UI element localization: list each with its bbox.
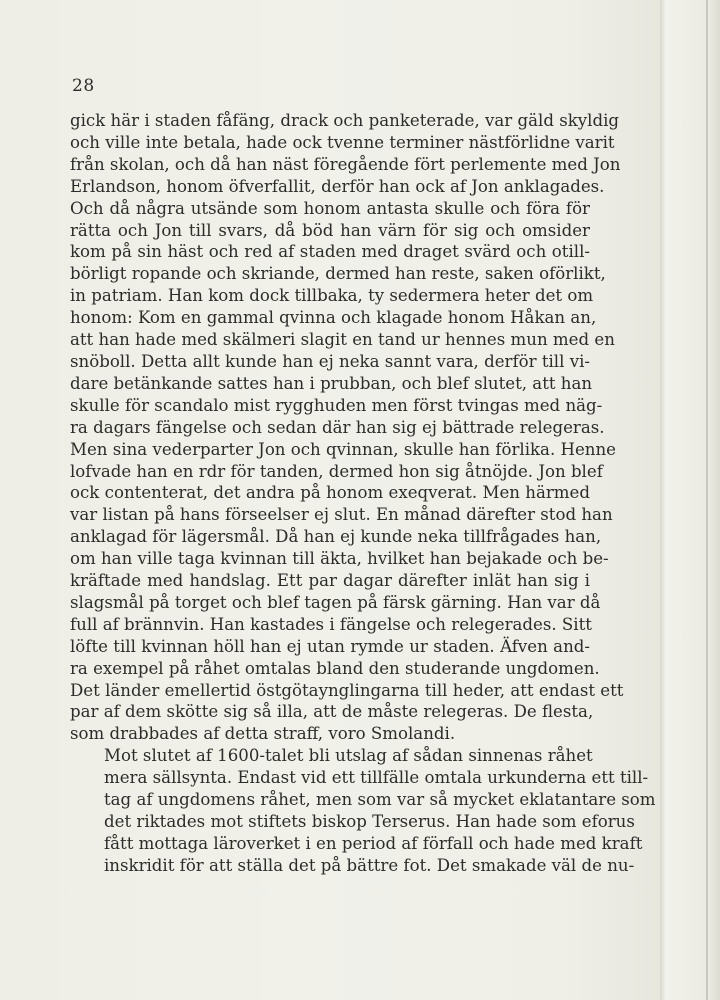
text-line: det riktades mot stiftets biskop Terserus. Han hade som eforus [104, 812, 635, 831]
text-line: som drabbades af detta straff, voro Smolandi. [70, 724, 456, 744]
text-line: löfte till kvinnan höll han ej utan rymde ur staden. Äfven and- [70, 636, 590, 656]
text-line: och ville inte betala, hade ock tvenne terminer nästförlidne varit [70, 132, 615, 152]
text-line: från skolan, och då han näst föregående fört perlemente med Jon [70, 154, 621, 174]
text-line: ock contenterat, det andra på honom exeqverat. Men härmed [70, 483, 590, 503]
text-line: in patriam. Han kom dock tillbaka, ty sedermera heter det om [70, 286, 594, 306]
text-line: honom: Kom en gammal qvinna och klagade honom Håkan an, [70, 308, 597, 328]
text-line: inskridit för att ställa det på bättre fot. Det smakade väl de nu- [104, 855, 635, 875]
text-line: fått mottaga läroverket i en period af förfall och hade med kraft [104, 833, 643, 853]
text-line: börligt ropande och skriande, dermed han reste, saken oförlikt, [70, 264, 606, 284]
text-line: ra exempel på råhet omtalas bland den studerande ungdomen. [70, 658, 600, 678]
text-line: slagsmål på torget och blef tagen på färsk gärning. Han var då [70, 592, 601, 612]
text-line: rätta och Jon till svars, då böd han värn för sig och omsider [70, 220, 590, 240]
body-text [70, 110, 656, 877]
text-line: anklagad för lägersmål. Då han ej kunde neka tillfrågades han, [70, 527, 602, 547]
page-fold-line [706, 0, 708, 1000]
text-line: att han hade med skälmeri slagit en tand ur hennes mun med en [70, 330, 615, 350]
text-line: Det länder emellertid östgötaynglingarna till heder, att endast ett [70, 680, 624, 700]
text-line: Men sina vederparter Jon och qvinnan, skulle han förlika. Henne [70, 439, 616, 459]
text-line: skulle för scandalo mist rygghuden men först tvingas med näg- [70, 395, 603, 415]
text-line: kräftade med handslag. Ett par dagar därefter inlät han sig i [70, 571, 590, 591]
text-line: Mot slutet af 1600-talet bli utslag af sådan sinnenas råhet [104, 746, 593, 766]
text-line: var listan på hans förseelser ej slut. En månad därefter stod han [70, 505, 613, 525]
text-line: dare betänkande sattes han i prubban, och blef slutet, att han [70, 373, 593, 393]
text-line: lofvade han en rdr för tanden, dermed hon sig åtnöjde. Jon blef [70, 461, 603, 481]
paragraph-1 [70, 110, 624, 745]
underlying-page [666, 0, 720, 1000]
text-line: par af dem skötte sig så illa, att de måste relegeras. De flesta, [70, 702, 594, 722]
text-line: full af brännvin. Han kastades i fängelse och relegerades. Sitt [70, 614, 592, 634]
text-line: Och då några utsände som honom antasta skulle och föra för [70, 198, 590, 218]
text-line: Erlandson, honom öfverfallit, derför han ock af Jon anklagades. [70, 176, 605, 196]
page-number: 28 [72, 76, 95, 96]
paragraph-2 [70, 745, 656, 876]
text-line: om han ville taga kvinnan till äkta, hvilket han bejakade och be- [70, 549, 609, 569]
text-line: mera sällsynta. Endast vid ett tillfälle omtala urkunderna ett till- [104, 768, 649, 788]
text-line: ra dagars fängelse och sedan där han sig ej bättrade relegeras. [70, 417, 605, 437]
text-line: snöboll. Detta allt kunde han ej neka sannt vara, derför till vi- [70, 351, 590, 371]
text-line: gick här i staden fåfäng, drack och panketerade, var gäld skyldig [70, 111, 620, 130]
text-line: kom på sin häst och red af staden med draget svärd och otill- [70, 242, 590, 262]
text-line: tag af ungdomens råhet, men som var så mycket eklatantare som [104, 790, 656, 810]
